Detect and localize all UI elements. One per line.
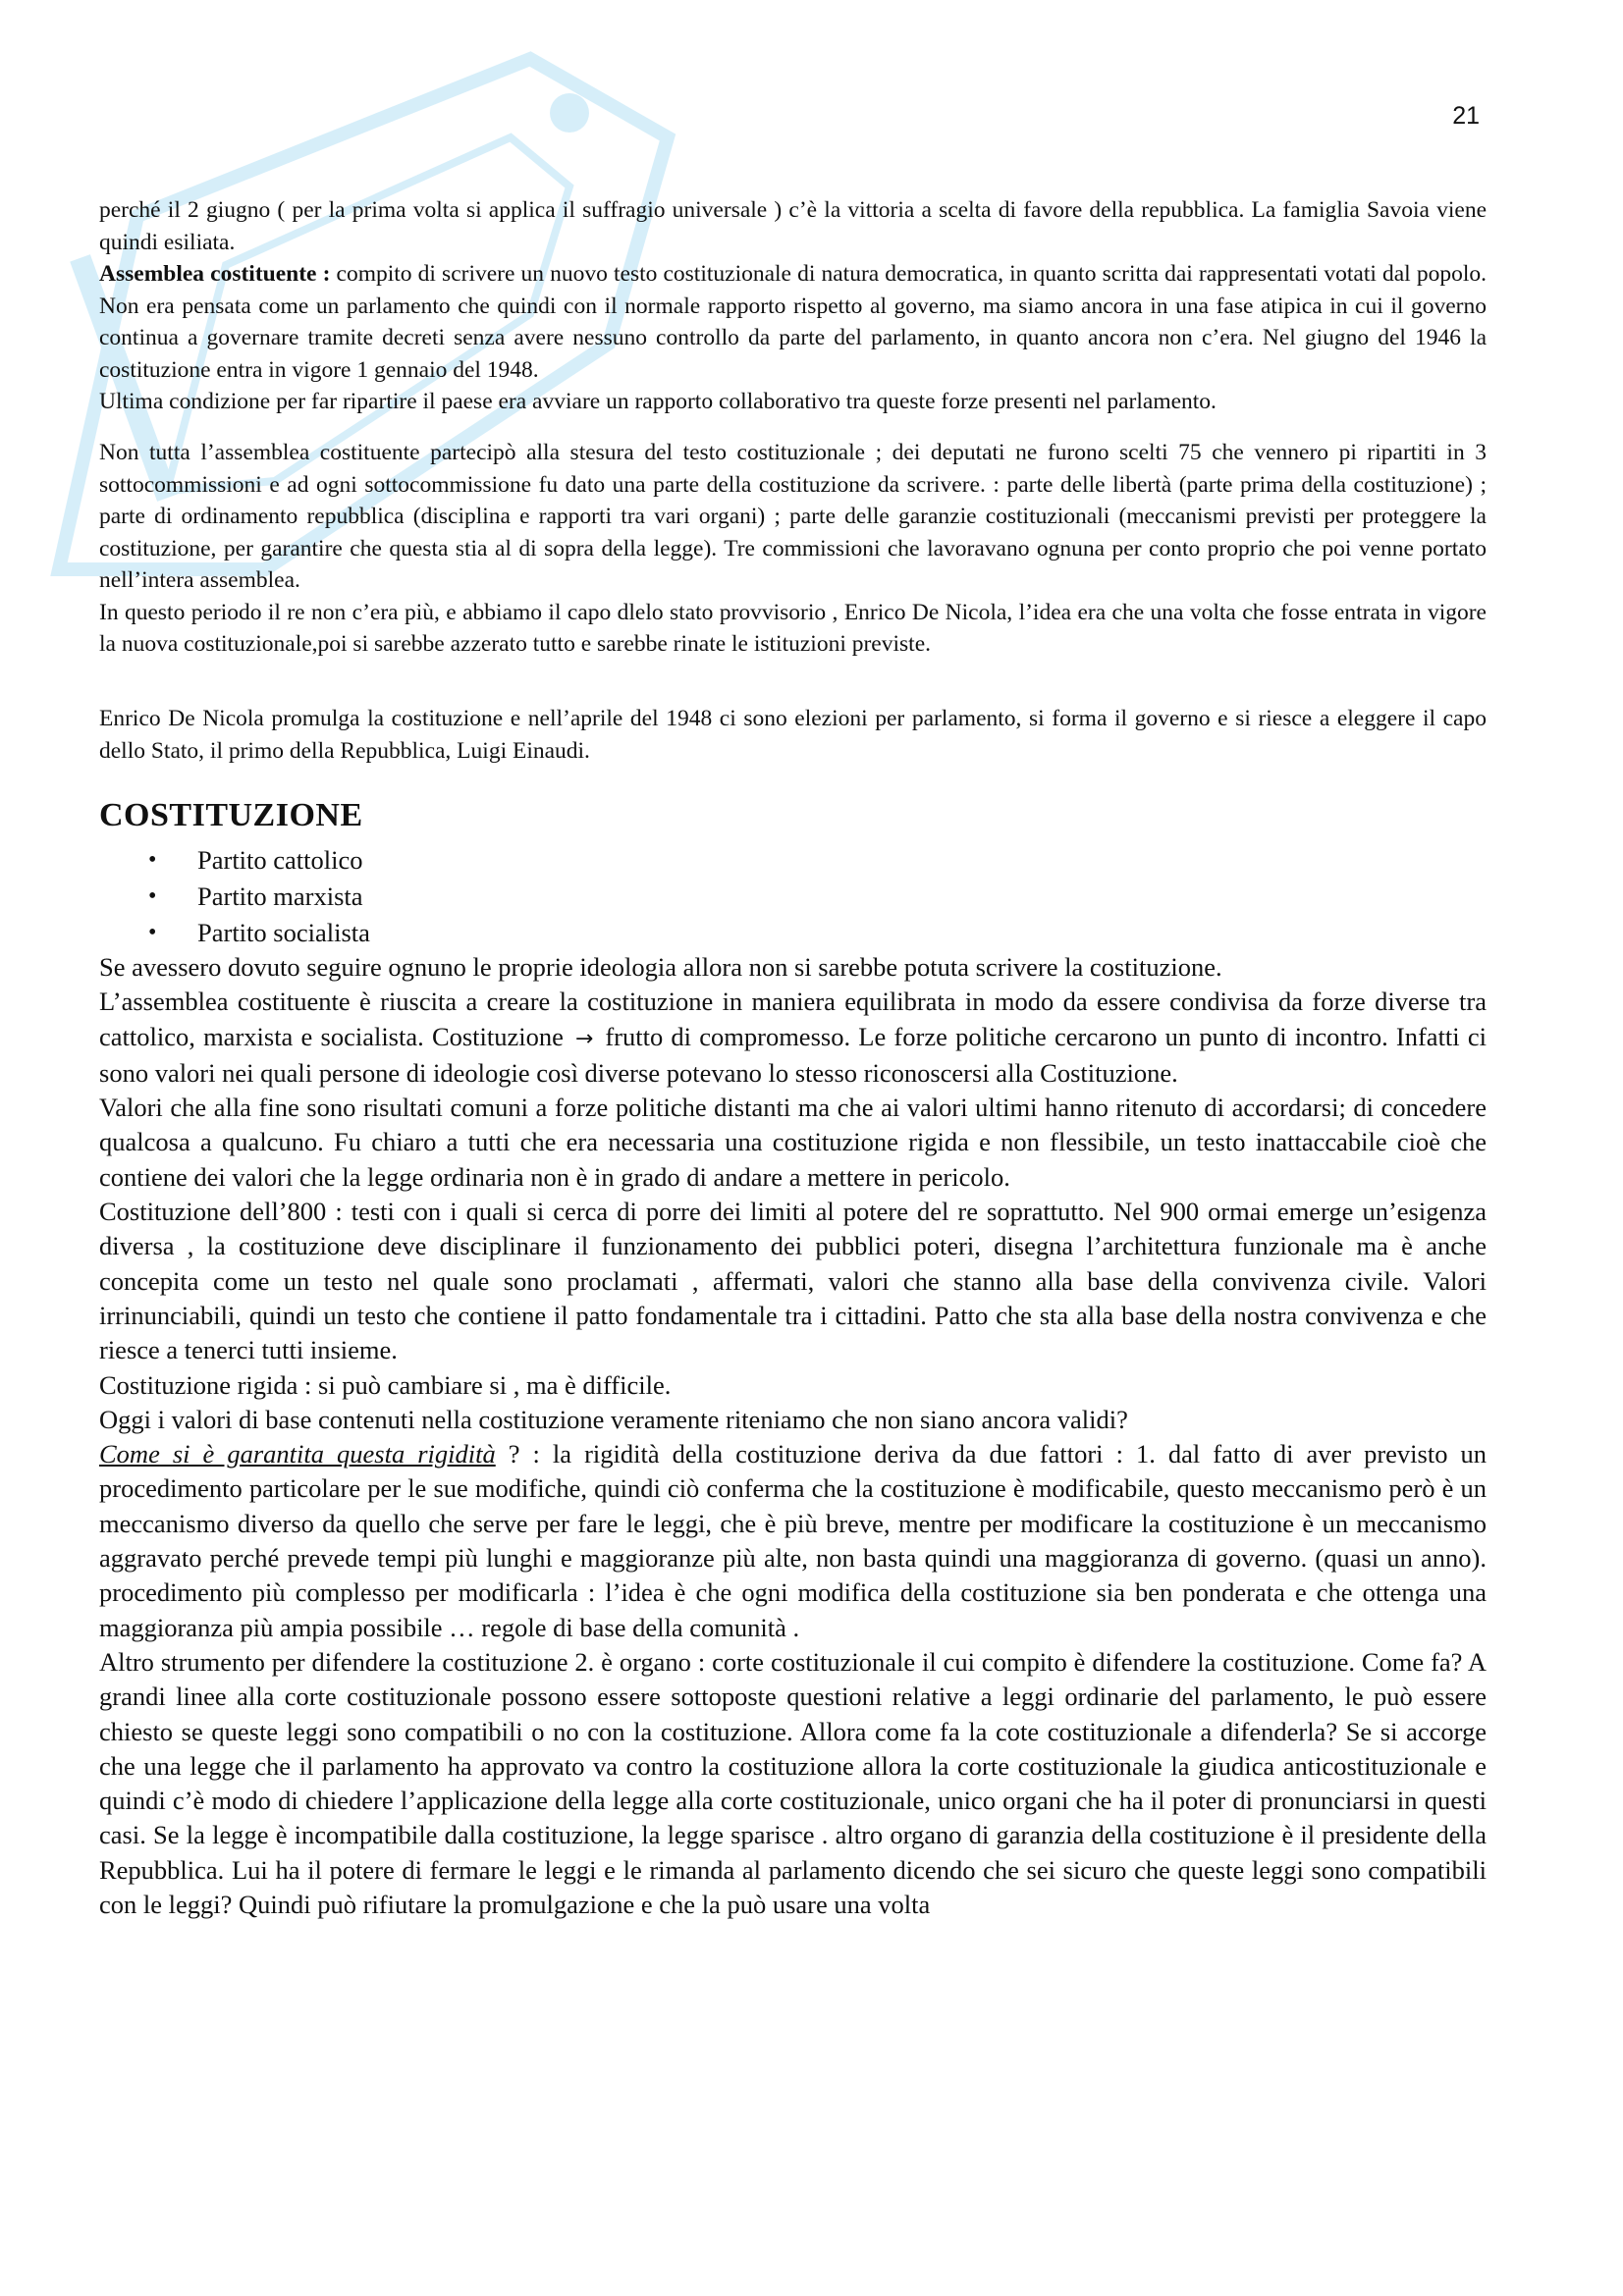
list-item: • Partito cattolico [137,842,370,879]
paragraph: Altro strumento per difendere la costituzione 2. è organo : corte costituzionale il cui compito è difendere la costituzione. Come fa? A grandi linee alla corte costituzionale possono essere sottoposte questioni relative a leggi ordinarie del parlamento, le può essere chiesto se queste leggi sono compatibili o no con la costituzione. Allora come fa la cote costituzionale a difenderla? Se si accorge che una legge che il parlamento ha approvato va contro la costituzione allora la corte costituzionale la giudica anticostituzionale e quindi c’è modo di chiedere l’applicazione della legge alla corte costituzionale, unico organi che ha il poter di pronunciarsi in questi casi. Se la legge è incompatibile dalla costituzione, la legge sparisce . altro organo di garanzia della costituzione è il presidente della Repubblica. Lui ha il potere di fermare le leggi e le rimanda al parlamento dicendo che sei sicuro che queste leggi sono compatibili con le leggi? Quindi può rifiutare la promulgazione e che la può usare una volta [99,1646,1487,1920]
bullet-icon: • [148,847,157,873]
paragraph: Se avessero dovuto seguire ognuno le proprie ideologia allora non si sarebbe potuta scrivere la costituzione. [99,952,1222,982]
paragraph: Oggi i valori di base contenuti nella costituzione veramente riteniamo che non siano ancora validi? [99,1404,1128,1434]
section-heading: COSTITUZIONE [99,797,363,833]
paragraph: L’assemblea costituente è riuscita a creare la costituzione in maniera equilibrata in modo da essere condivisa da forze diverse tra cattolico, marxista e socialista. Costituzione → frutto di compromesso. Le forze politiche cercarono un punto di incontro. Infatti ci sono valori nei quali persone di ideologie così diverse potevano lo stesso riconoscersi alla Costituzione. [99,987,1487,1088]
main-text [99,950,1487,1922]
intro-block-3 [99,703,1487,767]
assemblea-paragraph [99,258,1487,386]
bullet-icon: • [148,883,157,909]
paragraph: Valori che alla fine sono risultati comuni a forze politiche distanti ma che ai valori ultimi hanno ritenuto di accordarsi; di concedere qualcosa a qualcuno. Fu chiaro a tutti che era necessaria una costituzione rigida e non flessibile, un testo inattaccabile cioè che contiene dei valori che la legge ordinaria non è in grado di andare a mettere in pericolo. [99,1093,1487,1192]
paragraph: Come si è garantita questa rigidità ? : la rigidità della costituzione deriva da due fattori : 1. dal fatto di aver previsto un procedimento particolare per le sue modifiche, quindi ciò conferma che la costituzione è modificabile, questo meccanismo però è un meccanismo diverso da quello che serve per fare le leggi, che è più breve, mentre per modificare la costituzione è un meccanismo aggravato perché prevede tempi più lunghi e maggioranze più alte, non basta quindi una maggioranza di governo. (quasi un anno). procedimento più complesso per modificarla : l’idea è che ogni modifica della costituzione sia ben ponderata e che ottenga una maggioranza più ampia possibile … regole di base della comunità . [99,1439,1487,1642]
intro-block-2 [99,437,1487,661]
list-item: • Partito socialista [137,915,370,951]
page-number: 21 [1452,102,1480,130]
intro-paragraph-5: In questo periodo il re non c’era più, e abbiamo il capo dlelo stato provvisorio , Enrico De Nicola, l’idea era che una volta che fosse entrata in vigore la nuova costituzionale,poi si sarebbe azzerato tutto e sarebbe rinate le istituzioni previste. [99,599,1487,657]
intro-paragraph-3: Ultima condizione per far ripartire il paese era avviare un rapporto collaborativo tra queste forze presenti nel parlamento. [99,389,1217,414]
assemblea-label: Assemblea costituente : [99,261,331,287]
party-list [137,842,370,951]
bullet-icon: • [148,920,157,945]
assemblea-text: compito di scrivere un nuovo testo costituzionale di natura democratica, in quanto scritta dai rappresentati votati dal popolo. Non era pensata come un parlamento che quindi con il normale rapporto rispetto al governo, ma siamo ancora in una fase atipica in cui il governo continua a governare tramite decreti senza avere nessuno controllo da parte del parlamento, in quanto ancora non c’era. Nel giugno del 1946 la costituzione entra in vigore 1 gennaio del 1948. [99,261,1487,383]
rigidity-question: Come si è garantita questa rigidità [99,1439,496,1469]
list-item: • Partito marxista [137,879,370,915]
intro-block-1 [99,194,1487,418]
intro-paragraph-4: Non tutta l’assemblea costituente partecipò alla stesura del testo costituzionale ; dei deputati ne furono scelti 75 che vennero pi ripartiti in 3 sottocommissioni e ad ogni sottocommissione fu dato una parte della costituzione da scrivere. : parte delle libertà (parte prima della costituzione) ; parte di ordinamento repubblica (disciplina e rapporti tra vari organi) ; parte delle garanzie costituzionali (meccanismi previsti per proteggere la costituzione, per garantire che questa stia al di sopra della legge). Tre commissioni che lavoravano ognuna per conto proprio che poi venne portato nell’intera assemblea. [99,440,1487,593]
intro-paragraph-6: Enrico De Nicola promulga la costituzione e nell’aprile del 1948 ci sono elezioni per parlamento, si forma il governo e si riesce a eleggere il capo dello Stato, il primo della Repubblica, Luigi Einaudi. [99,706,1487,764]
paragraph: Costituzione rigida : si può cambiare si , ma è difficile. [99,1369,672,1400]
arrow-right-icon: → [574,1026,594,1051]
paragraph: Costituzione dell’800 : testi con i quali si cerca di porre dei limiti al potere del re soprattutto. Nel 900 ormai emerge un’esigenza diversa , la costituzione deve disciplinare il funzionamento dei pubblici poteri, disegna l’architettura funzionale ma è anche concepita come un testo nel quale sono proclamati , affermati, valori che stanno alla base della convivenza civile. Valori irrinunciabili, quindi un testo che contiene il patto fondamentale tra i cittadini. Patto che sta alla base della nostra convivenza e che riesce a tenerci tutti insieme. [99,1197,1487,1365]
intro-paragraph-1: perché il 2 giugno ( per la prima volta si applica il suffragio universale ) c’è la vittoria a scelta di favore della repubblica. La famiglia Savoia viene quindi esiliata. [99,197,1487,255]
